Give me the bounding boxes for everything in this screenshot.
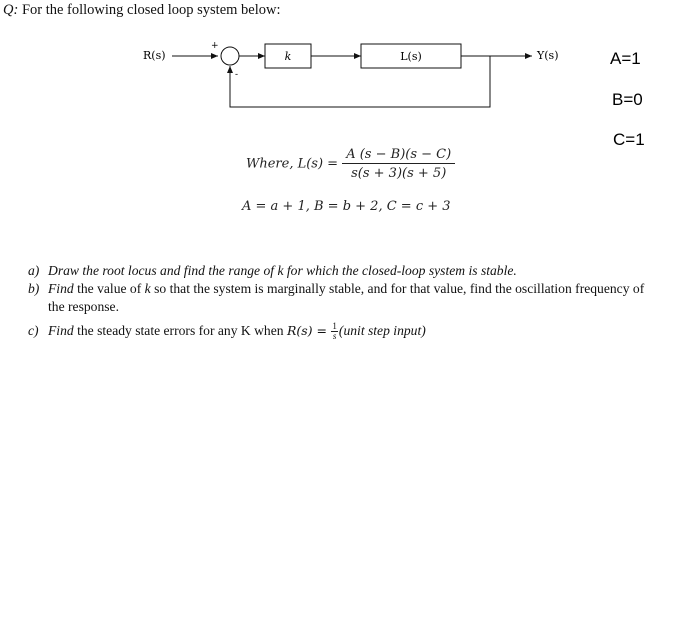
- transfer-function-equation: [246, 147, 455, 181]
- constant-b: B=0: [612, 90, 643, 109]
- task-c-rs: R(s): [286, 323, 313, 338]
- question-text: For the following closed loop system below:: [21, 2, 281, 18]
- summing-junction: [221, 47, 239, 65]
- plant-label: L(s): [400, 50, 422, 63]
- task-b-continuation: the response.: [48, 299, 119, 314]
- task-c: [28, 322, 426, 341]
- task-c-text1: the steady state errors for any K when: [73, 323, 287, 338]
- input-label: R(s): [143, 49, 166, 62]
- constant-a: A=1: [610, 49, 641, 68]
- task-c-fraction-denominator: s: [332, 331, 337, 342]
- task-b-text2: so that the system is marginally stable, and for that value, find the oscillation frequency of: [150, 281, 645, 296]
- task-b: [28, 280, 644, 297]
- output-label: Y(s): [537, 49, 559, 62]
- task-b-text1: the value of: [73, 281, 145, 296]
- task-c-fraction: [331, 322, 338, 341]
- task-c-fraction-numerator: 1: [332, 321, 337, 332]
- task-b-k: k: [144, 281, 151, 296]
- task-b-label: b): [28, 281, 40, 296]
- plus-sign: +: [211, 41, 219, 51]
- task-a-text: Draw the root locus and find the range of k for which the closed-loop system is stable.: [48, 263, 517, 278]
- transfer-function-denominator: s(s + 3)(s + 5): [351, 166, 447, 181]
- task-c-equals: =: [312, 323, 328, 338]
- transfer-function-lhs: Where, L(s) =: [246, 156, 339, 172]
- task-c-find: Find: [48, 323, 74, 338]
- task-a: [28, 262, 517, 279]
- question-prefix: Q:: [3, 2, 19, 18]
- transfer-function-fraction: [342, 147, 455, 181]
- task-c-label: c): [28, 323, 39, 338]
- gain-label: k: [284, 50, 292, 63]
- parameter-equation: A = a + 1, B = b + 2, C = c + 3: [242, 199, 451, 214]
- transfer-function-numerator: A (s − B)(s − C): [342, 147, 455, 164]
- block-diagram: [0, 0, 700, 130]
- task-c-tail: (unit step input): [338, 323, 426, 338]
- task-b-find: Find: [48, 281, 74, 296]
- constant-c: C=1: [613, 130, 645, 149]
- minus-sign: -: [235, 70, 239, 80]
- task-a-label: a): [28, 263, 40, 278]
